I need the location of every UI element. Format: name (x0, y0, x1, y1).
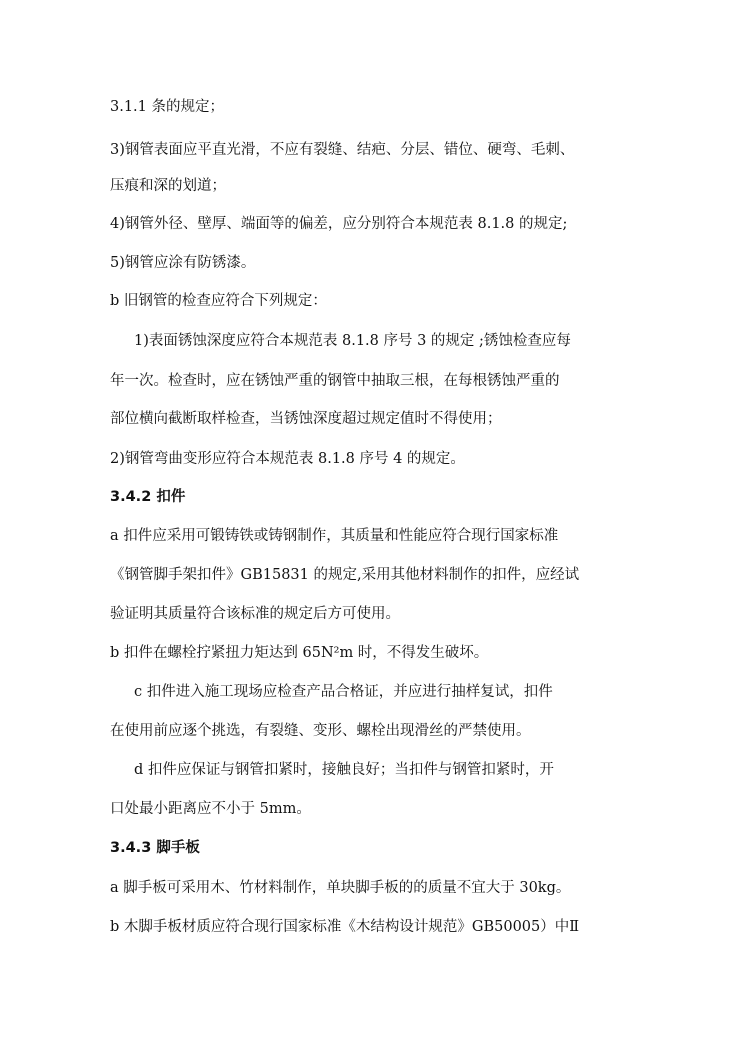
text-line: 口处最小距离应不小于 5mm。 (110, 801, 311, 817)
text-line: d 扣件应保证与钢管扣紧时，接触良好；当扣件与钢管扣紧时，开 (134, 762, 554, 778)
text-line: 《钢管脚手架扣件》GB15831 的规定,采用其他材料制作的扣件，应经试 (110, 567, 580, 583)
text-line: b 木脚手板材质应符合现行国家标准《木结构设计规范》GB50005）中Ⅱ (110, 919, 580, 935)
text-line: 验证明其质量符合该标准的规定后方可使用。 (110, 606, 400, 622)
text-line: 4)钢管外径、壁厚、端面等的偏差，应分别符合本规范表 8.1.8 的规定; (110, 216, 568, 232)
text-line: 年一次。检查时，应在锈蚀严重的钢管中抽取三根，在每根锈蚀严重的 (110, 373, 560, 389)
section-heading: 3.4.2 扣件 (110, 489, 186, 505)
text-line: 在使用前应逐个挑选，有裂缝、变形、螺栓出现滑丝的严禁使用。 (110, 723, 531, 739)
text-line: 3)钢管表面应平直光滑，不应有裂缝、结疤、分层、错位、硬弯、毛刺、 (110, 142, 575, 158)
text-line: b 旧钢管的检查应符合下列规定： (110, 293, 327, 309)
text-line: a 扣件应采用可锻铸铁或铸钢制作，其质量和性能应符合现行国家标准 (110, 528, 559, 544)
text-line: 压痕和深的划道； (110, 178, 226, 194)
text-line: 5)钢管应涂有防锈漆。 (110, 255, 256, 271)
text-line: 3.1.1 条的规定； (110, 99, 225, 115)
text-line: 部位横向截断取样检查，当锈蚀深度超过规定值时不得使用； (110, 411, 502, 427)
section-heading: 3.4.3 脚手板 (110, 840, 200, 856)
text-line: 1)表面锈蚀深度应符合本规范表 8.1.8 序号 3 的规定 ;锈蚀检查应每 (134, 333, 571, 349)
text-line: 2)钢管弯曲变形应符合本规范表 8.1.8 序号 4 的规定。 (110, 451, 465, 467)
text-line: a 脚手板可采用木、竹材料制作，单块脚手板的的质量不宜大于 30kg。 (110, 880, 571, 896)
text-line: c 扣件进入施工现场应检查产品合格证，并应进行抽样复试，扣件 (134, 684, 553, 700)
text-line: b 扣件在螺栓拧紧扭力矩达到 65N²m 时，不得发生破坏。 (110, 645, 489, 661)
